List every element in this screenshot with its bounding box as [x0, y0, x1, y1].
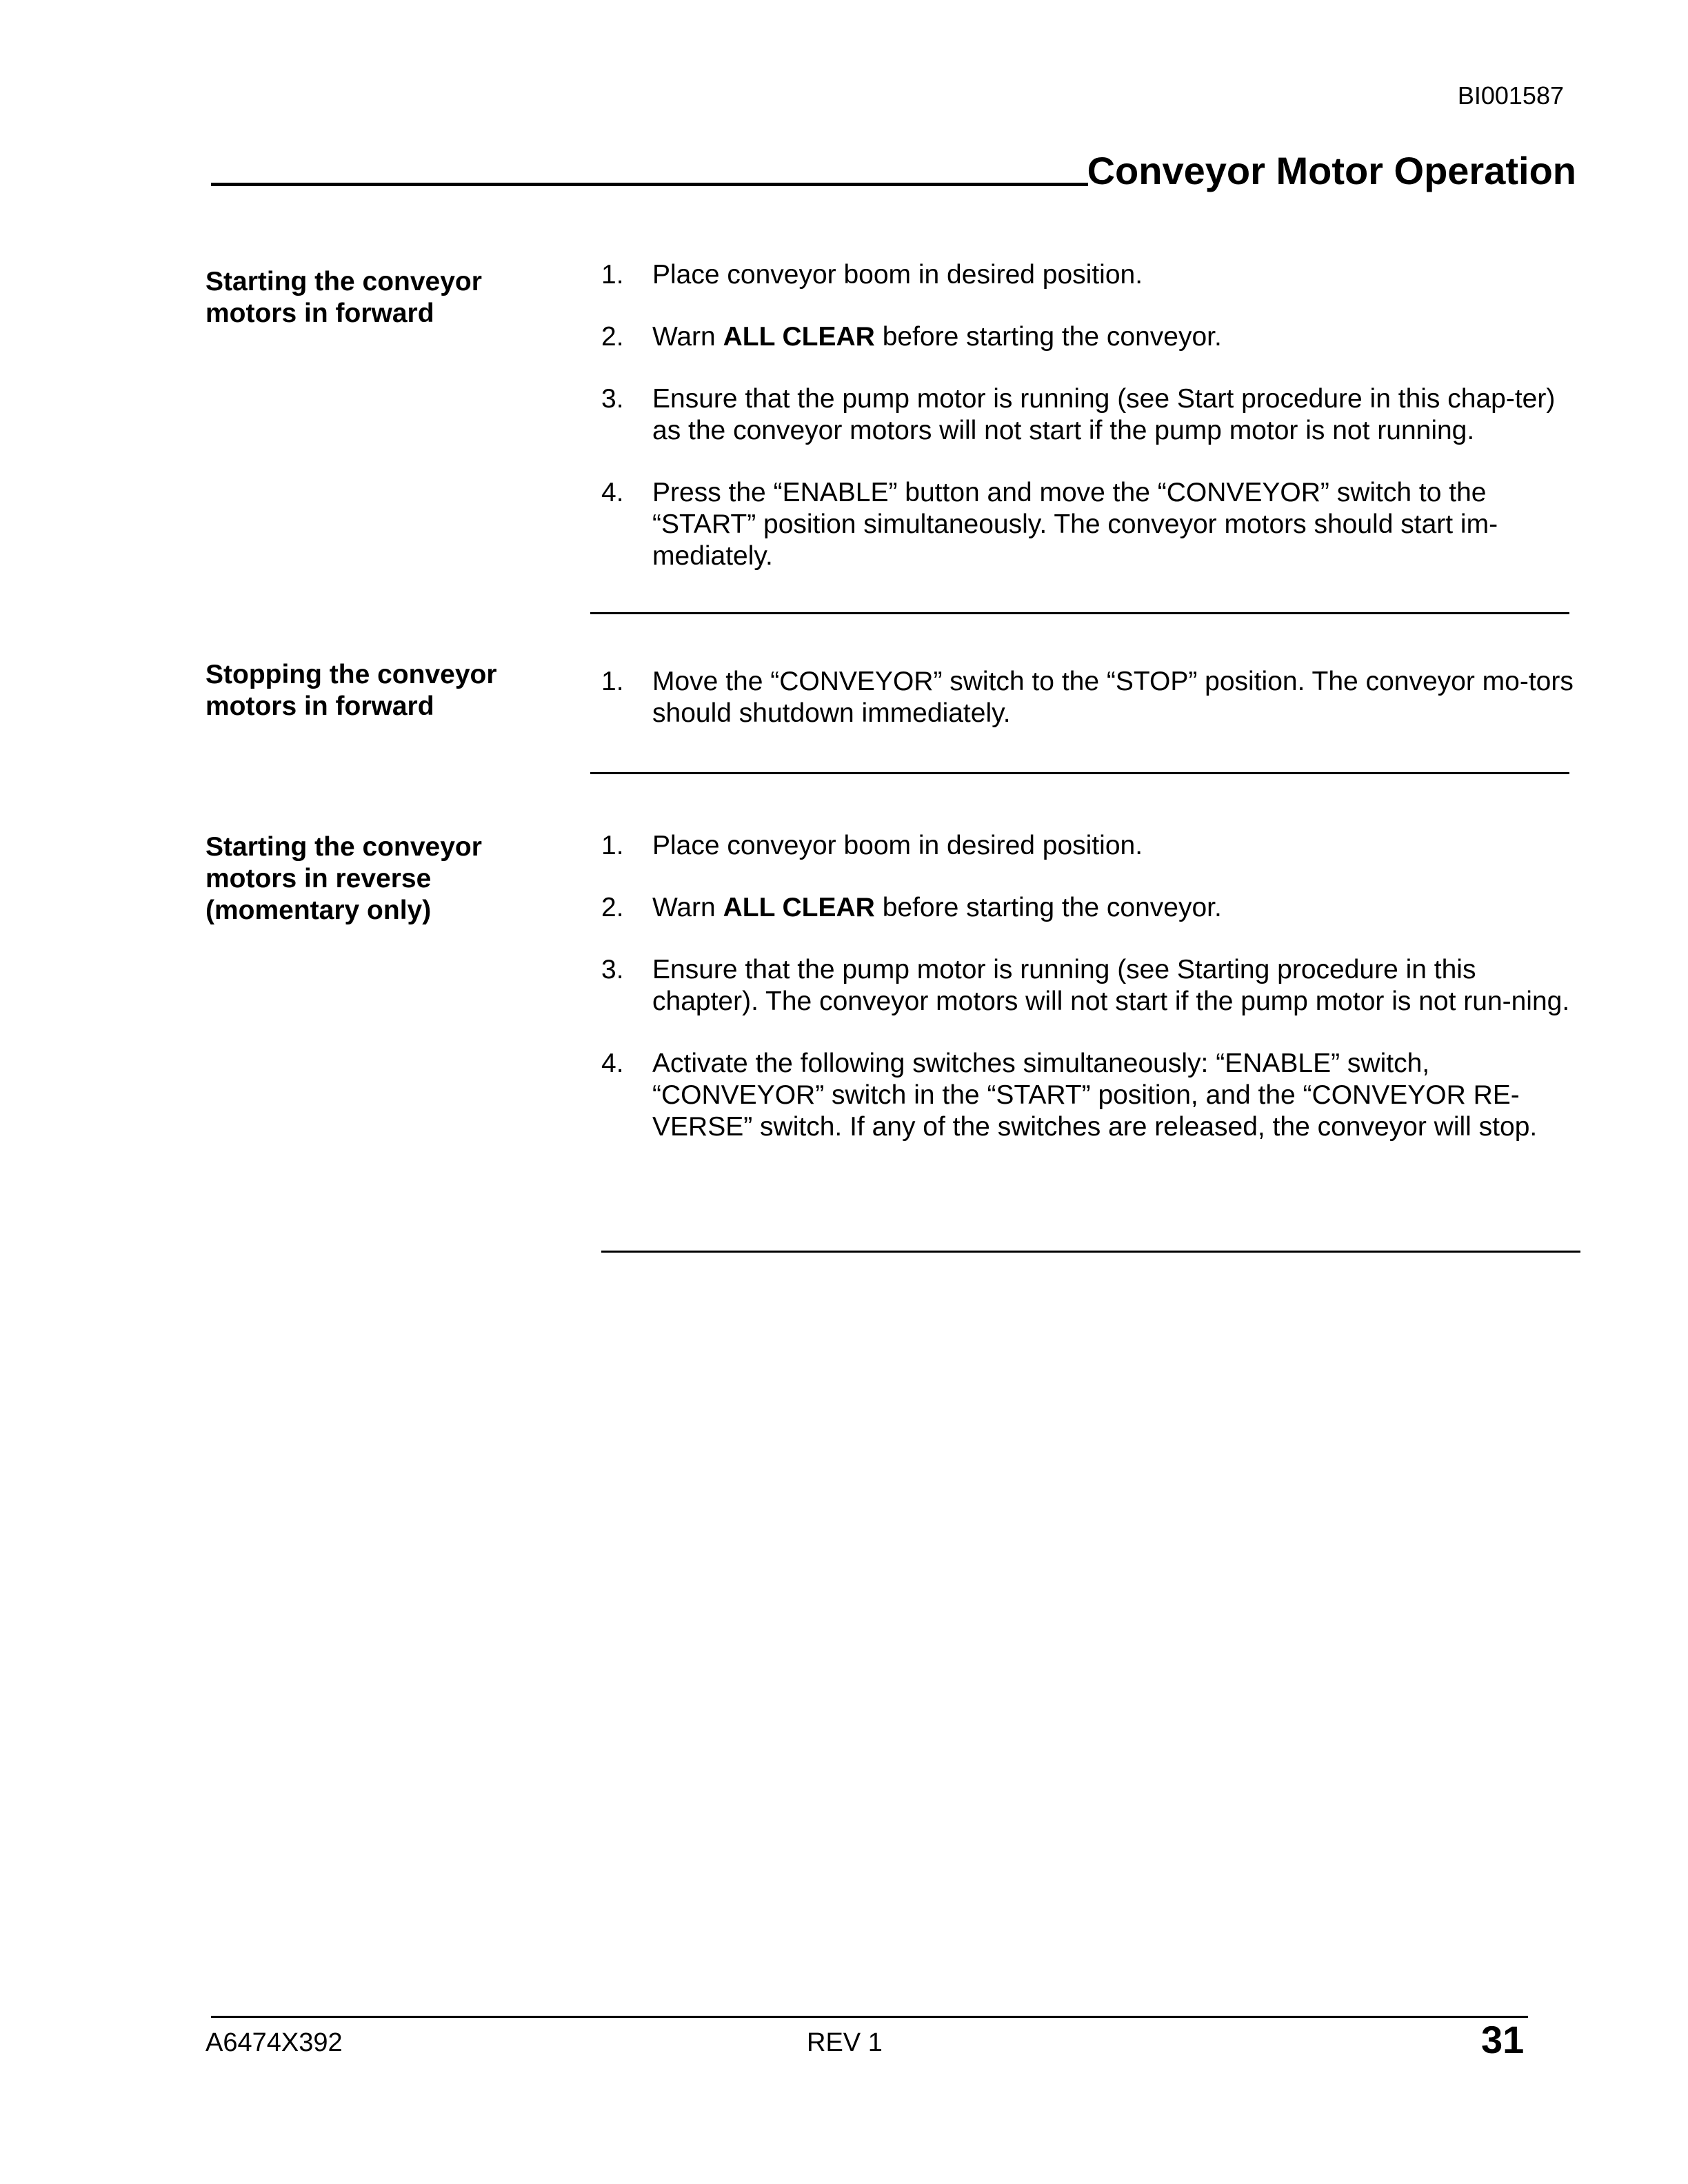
warning-emphasis: ALL CLEAR — [723, 322, 875, 352]
step-number: 4. — [601, 478, 624, 507]
step-text: Ensure that the pump motor is running (see Starting procedure in this chapter). The conveyor motors will not start if the pump motor is not run-ning. — [652, 955, 1570, 1016]
step-list — [601, 830, 1580, 1173]
section-heading: Stopping the conveyor motors in forward — [205, 660, 497, 721]
step-number: 2. — [601, 893, 624, 922]
page-title: Conveyor Motor Operation — [1087, 149, 1576, 192]
step-text: Activate the following switches simultaneously: “ENABLE” switch, “CONVEYOR” switch in the “START” position, and the “CONVEYOR RE-VERSE” switch. If any of the switches are released, the conveyor will stop. — [652, 1049, 1538, 1142]
step-text: Ensure that the pump motor is running (see Start procedure in this chap-ter) as the conveyor motors will not start if the pump motor is not running. — [652, 384, 1556, 445]
footer-doc-number: A6474X392 — [205, 2028, 343, 2057]
step-item — [601, 1048, 1580, 1143]
step-text: Place conveyor boom in desired position. — [652, 831, 1143, 860]
step-number: 1. — [601, 667, 624, 696]
section-divider — [601, 1251, 1580, 1253]
step-list — [601, 666, 1580, 760]
step-text: Move the “CONVEYOR” switch to the “STOP” position. The conveyor mo-tors should shutdown immediately. — [652, 667, 1574, 728]
title-row — [211, 138, 1576, 193]
step-text: Warn ALL CLEAR before starting the conveyor. — [652, 893, 1222, 922]
page-number: 31 — [1481, 2018, 1525, 2061]
step-item — [601, 477, 1580, 572]
footer-rule — [211, 2016, 1528, 2018]
step-number: 3. — [601, 384, 624, 414]
section-heading: Starting the conveyor motors in forward — [205, 267, 482, 328]
step-list — [601, 259, 1580, 603]
step-number: 2. — [601, 322, 624, 352]
footer-revision: REV 1 — [807, 2028, 883, 2057]
step-number: 4. — [601, 1049, 624, 1078]
step-item — [601, 954, 1580, 1018]
step-number: 1. — [601, 831, 624, 860]
section-heading: Starting the conveyor motors in reverse (momentary only) — [205, 832, 482, 925]
step-item — [601, 892, 1580, 924]
step-text: Place conveyor boom in desired position. — [652, 260, 1143, 290]
title-rule — [211, 183, 1088, 186]
section-divider — [590, 612, 1569, 614]
step-item — [601, 830, 1580, 862]
step-item — [601, 666, 1580, 729]
warning-emphasis: ALL CLEAR — [723, 893, 875, 922]
step-item — [601, 383, 1580, 447]
step-text: Press the “ENABLE” button and move the “CONVEYOR” switch to the “START” position simultaneously. The conveyor motors should start im-mediately. — [652, 478, 1498, 571]
step-item — [601, 321, 1580, 353]
step-text: Warn ALL CLEAR before starting the conveyor. — [652, 322, 1222, 352]
document-id: BI001587 — [1457, 81, 1564, 110]
step-number: 1. — [601, 260, 624, 290]
section-divider — [590, 772, 1569, 774]
step-item — [601, 259, 1580, 291]
step-number: 3. — [601, 955, 624, 984]
